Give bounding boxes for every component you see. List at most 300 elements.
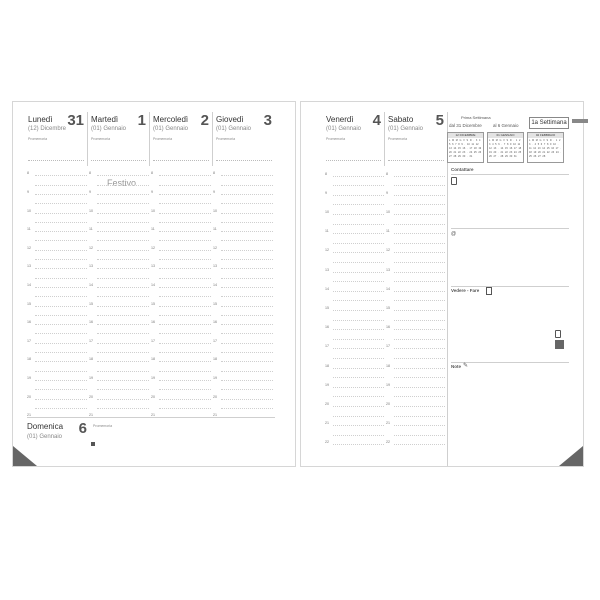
hour-line (97, 287, 149, 288)
mini-calendar-january (487, 132, 524, 163)
promemoria-label: Promemoria (93, 424, 113, 428)
hour-line (333, 339, 384, 340)
hour-number: 13 (27, 264, 31, 269)
hour-number: 20 (151, 394, 155, 399)
hour-line (333, 300, 384, 301)
hour-line (159, 287, 211, 288)
day-subtitle: (12) Dicembre (28, 126, 67, 132)
hour-line (333, 176, 384, 177)
hour-line (35, 185, 87, 186)
hour-line (35, 343, 87, 344)
hour-number: 15 (89, 301, 93, 306)
hour-line (97, 352, 149, 353)
hour-number: 18 (89, 357, 93, 362)
hour-number: 8 (27, 171, 29, 176)
hour-line (159, 324, 211, 325)
hour-line (35, 408, 87, 409)
hour-number: 15 (27, 301, 31, 306)
day-name: Martedì (91, 115, 119, 124)
hour-line (97, 194, 149, 195)
hour-line (394, 300, 445, 301)
hour-line (394, 214, 445, 215)
hour-number: 13 (89, 264, 93, 269)
hour-line (333, 291, 384, 292)
day-subtitle: (01) Gennaio (153, 126, 189, 132)
hour-line (221, 324, 273, 325)
hour-number: 11 (213, 227, 217, 232)
day-subtitle: (01) Gennaio (326, 126, 362, 132)
hour-line (333, 425, 384, 426)
right-hour-grid (325, 168, 447, 458)
promemoria-line (388, 160, 444, 161)
hour-line (394, 291, 445, 292)
day-friday (323, 112, 385, 166)
hour-number: 22 (386, 440, 390, 445)
hour-number: 22 (325, 440, 329, 445)
right-page (300, 101, 584, 467)
promemoria-line (153, 160, 209, 161)
hour-line (159, 399, 211, 400)
hour-line (35, 287, 87, 288)
hour-line (221, 213, 273, 214)
hour-line (394, 243, 445, 244)
hour-line (394, 176, 445, 177)
hour-line (394, 368, 445, 369)
hour-line (159, 259, 211, 260)
hour-number: 15 (325, 306, 329, 310)
hour-line (333, 416, 384, 417)
hour-line (159, 408, 211, 409)
page-tab-marker (572, 119, 588, 123)
hour-line (333, 214, 384, 215)
vedere-fare-title: Vedere - Fare (451, 288, 480, 293)
hour-number: 21 (151, 413, 155, 418)
hour-line (35, 231, 87, 232)
hour-line (394, 358, 445, 359)
hour-line (97, 333, 149, 334)
hour-number: 19 (27, 375, 31, 380)
hour-line (221, 185, 273, 186)
hour-line (159, 306, 211, 307)
day-subtitle: (01) Gennaio (216, 126, 252, 132)
phone-icon (451, 177, 457, 185)
day-monday (25, 112, 88, 166)
hour-line (35, 268, 87, 269)
day-name: Venerdì (326, 115, 354, 124)
day-name: Giovedì (216, 115, 244, 124)
hour-number: 8 (325, 171, 327, 176)
hour-line (221, 389, 273, 390)
hour-line (333, 262, 384, 263)
hour-line (221, 222, 273, 223)
hour-line (97, 278, 149, 279)
hour-number: 17 (151, 338, 155, 343)
hour-line (221, 333, 273, 334)
hour-line (333, 444, 384, 445)
hour-number: 19 (213, 375, 217, 380)
hour-number: 11 (151, 227, 155, 232)
hour-line (221, 231, 273, 232)
hour-line (333, 396, 384, 397)
hour-line (159, 352, 211, 353)
hour-line (221, 278, 273, 279)
hour-number: 17 (213, 338, 217, 343)
hour-line (333, 204, 384, 205)
panel-divider (447, 166, 448, 466)
hour-number: 11 (89, 227, 93, 232)
hour-line (221, 287, 273, 288)
mini-calendar-february (527, 132, 564, 163)
hour-line (394, 320, 445, 321)
hour-line (221, 194, 273, 195)
hour-number: 18 (27, 357, 31, 362)
hour-line (35, 389, 87, 390)
hour-line (97, 324, 149, 325)
hour-line (35, 213, 87, 214)
hour-number: 14 (27, 282, 31, 287)
qr-icon (555, 340, 564, 349)
hour-number: 21 (27, 413, 31, 418)
hour-number: 16 (213, 320, 217, 325)
day-tuesday (88, 112, 150, 166)
hour-line (159, 380, 211, 381)
hour-line (35, 315, 87, 316)
promemoria-label: Promemoria (326, 137, 346, 141)
hour-line (394, 252, 445, 253)
hour-line (333, 281, 384, 282)
hour-line (35, 194, 87, 195)
day-number: 4 (372, 112, 381, 129)
hour-line (221, 361, 273, 362)
hour-number: 19 (89, 375, 93, 380)
hour-line (159, 231, 211, 232)
hour-number: 9 (27, 189, 29, 194)
hour-number: 19 (151, 375, 155, 380)
hour-number: 16 (89, 320, 93, 325)
hour-line (35, 296, 87, 297)
week-range-start: dal 31 Dicembre (449, 123, 482, 128)
hour-number: 13 (386, 267, 390, 272)
hour-number: 10 (151, 208, 155, 213)
hour-line (333, 243, 384, 244)
day-thursday (213, 112, 275, 166)
hour-line (394, 416, 445, 417)
hour-line (97, 389, 149, 390)
hour-line (394, 195, 445, 196)
hour-line (221, 268, 273, 269)
hour-line (221, 315, 273, 316)
hour-number: 15 (213, 301, 217, 306)
hour-number: 15 (386, 306, 390, 310)
hour-line (394, 377, 445, 378)
hour-number: 18 (213, 357, 217, 362)
hour-number: 20 (386, 402, 390, 406)
hour-number: 16 (325, 325, 329, 330)
day-name: Domenica (27, 422, 64, 431)
hour-line (97, 306, 149, 307)
hour-number: 10 (89, 208, 93, 213)
hour-line (221, 380, 273, 381)
hour-number: 12 (325, 248, 329, 253)
hour-line (333, 310, 384, 311)
hour-line (394, 329, 445, 330)
square-marker-icon (91, 442, 95, 446)
mobile-icon (555, 330, 561, 338)
hour-line (35, 175, 87, 176)
day-saturday (385, 112, 448, 166)
promemoria-line (326, 160, 381, 161)
hour-number: 15 (151, 301, 155, 306)
hour-number: 18 (386, 363, 390, 368)
hour-number: 10 (325, 210, 329, 214)
hour-line (35, 278, 87, 279)
hour-number: 17 (89, 338, 93, 343)
mini-calendar-days: L M M G V S D · 1 2 3 · 4 5 6 7 8 9 10 · 11 12 13 14 15 16 17 · 18 19 20 21 22 23 24 · 25 26 27 28 (529, 139, 562, 158)
hour-number: 9 (213, 189, 215, 194)
hour-line (159, 268, 211, 269)
hour-number: 10 (27, 208, 31, 213)
hour-line (35, 324, 87, 325)
hour-line (159, 213, 211, 214)
hour-line (159, 315, 211, 316)
day-number: 31 (67, 112, 84, 129)
contattare-title: Contattare (451, 167, 474, 172)
hour-number: 8 (151, 171, 153, 176)
email-line (451, 228, 569, 229)
hour-line (97, 408, 149, 409)
hour-line (35, 399, 87, 400)
hour-line (35, 250, 87, 251)
hour-number: 12 (151, 245, 155, 250)
hour-line (394, 435, 445, 436)
hour-line (333, 195, 384, 196)
hour-line (35, 352, 87, 353)
contattare-line (451, 174, 569, 175)
note-line (451, 362, 569, 363)
promemoria-line (28, 160, 84, 161)
hour-line (394, 204, 445, 205)
vedere-line (451, 286, 569, 287)
hour-line (97, 185, 149, 186)
hour-number: 13 (325, 267, 329, 272)
hour-line (97, 399, 149, 400)
hour-number: 17 (325, 344, 329, 349)
hour-line (333, 233, 384, 234)
left-hour-grid (27, 168, 275, 418)
hour-number: 21 (213, 413, 217, 418)
hour-number: 17 (386, 344, 390, 349)
hour-line (35, 361, 87, 362)
hour-number: 18 (151, 357, 155, 362)
hour-line (97, 343, 149, 344)
hour-line (97, 250, 149, 251)
hour-line (333, 272, 384, 273)
hour-line (221, 399, 273, 400)
week-badge: 1a Settimana (529, 117, 569, 129)
day-number: 6 (78, 420, 87, 437)
hour-line (221, 175, 273, 176)
hour-line (35, 380, 87, 381)
hour-line (97, 231, 149, 232)
hour-number: 9 (386, 190, 388, 195)
mini-calendar-days: L M M G V S D · 3 4 5 6 7 8 9 · 10 11 12 13 14 15 16 · 17 18 19 20 21 22 23 · 24 25 26 27 28 29 30 · 31 (449, 139, 482, 158)
day-subtitle: (01) Gennaio (388, 126, 424, 132)
left-page (12, 101, 296, 467)
hour-line (97, 268, 149, 269)
day-name: Sabato (388, 115, 414, 124)
hour-line (97, 175, 149, 176)
hour-line (221, 296, 273, 297)
hour-number: 10 (213, 208, 217, 213)
hour-number: 12 (213, 245, 217, 250)
hour-line (35, 371, 87, 372)
pencil-icon: ✎ (463, 363, 469, 369)
hour-line (35, 333, 87, 334)
hour-line (394, 387, 445, 388)
hour-line (221, 240, 273, 241)
mini-calendar-december (447, 132, 484, 163)
day-number: 1 (137, 112, 146, 129)
mini-calendar-title: 01 GENNAIO (488, 133, 523, 138)
hour-line (221, 259, 273, 260)
hour-number: 21 (89, 413, 93, 418)
hour-line (159, 278, 211, 279)
promemoria-label: Promemoria (153, 137, 173, 141)
week-range-end: al 6 Gennaio (493, 123, 519, 128)
hour-line (333, 358, 384, 359)
corner-left-decoration (13, 446, 37, 466)
hour-line (159, 389, 211, 390)
hour-number: 14 (151, 282, 155, 287)
hour-number: 8 (89, 171, 91, 176)
hour-line (221, 343, 273, 344)
hour-number: 8 (386, 171, 388, 176)
hour-line (394, 224, 445, 225)
hour-number: 9 (151, 189, 153, 194)
hour-number: 16 (27, 320, 31, 325)
hour-line (394, 281, 445, 282)
hour-line (97, 361, 149, 362)
hour-line (333, 185, 384, 186)
day-number: 2 (200, 112, 209, 129)
festivo-label: Festivo (107, 178, 137, 188)
day-name: Lunedì (28, 115, 53, 124)
hour-line (97, 203, 149, 204)
hour-number: 20 (89, 394, 93, 399)
promemoria-label: Promemoria (216, 137, 236, 141)
hour-line (394, 444, 445, 445)
sunday-divider (27, 417, 275, 418)
hour-line (97, 315, 149, 316)
promemoria-line (216, 160, 272, 161)
hour-number: 12 (386, 248, 390, 253)
hour-line (221, 306, 273, 307)
hour-line (394, 233, 445, 234)
day-number: 5 (435, 112, 444, 129)
hour-line (159, 194, 211, 195)
hour-line (159, 361, 211, 362)
hour-line (97, 380, 149, 381)
hour-number: 8 (213, 171, 215, 176)
hour-line (221, 371, 273, 372)
corner-right-decoration (559, 446, 583, 466)
hour-number: 14 (213, 282, 217, 287)
hour-line (159, 203, 211, 204)
hour-line (333, 252, 384, 253)
hour-line (394, 425, 445, 426)
hour-number: 12 (27, 245, 31, 250)
hour-line (394, 339, 445, 340)
hour-number: 20 (213, 394, 217, 399)
note-title: Note (451, 364, 461, 369)
day-number: 3 (263, 112, 272, 129)
hour-number: 9 (89, 189, 91, 194)
hour-line (333, 320, 384, 321)
hour-number: 10 (386, 210, 390, 214)
day-subtitle: (01) Gennaio (91, 126, 127, 132)
day-subtitle: (01) Gennaio (27, 434, 63, 440)
hour-line (159, 333, 211, 334)
hour-line (333, 406, 384, 407)
hour-line (221, 250, 273, 251)
promemoria-line (91, 160, 146, 161)
hour-line (394, 406, 445, 407)
hour-number: 9 (325, 190, 327, 195)
hour-line (221, 203, 273, 204)
promemoria-label: Promemoria (28, 137, 48, 141)
hour-number: 16 (386, 325, 390, 330)
hour-number: 19 (325, 382, 329, 387)
mini-calendar-title: 02 FEBBRAIO (528, 133, 563, 138)
hour-line (221, 408, 273, 409)
hour-line (394, 262, 445, 263)
hour-number: 21 (325, 421, 329, 426)
hour-line (394, 272, 445, 273)
day-wednesday (150, 112, 213, 166)
hour-line (35, 240, 87, 241)
hour-line (97, 222, 149, 223)
hour-number: 11 (27, 227, 31, 232)
hour-line (333, 368, 384, 369)
hour-number: 18 (325, 363, 329, 368)
hour-line (333, 224, 384, 225)
hour-line (159, 343, 211, 344)
hour-number: 13 (151, 264, 155, 269)
hour-line (333, 329, 384, 330)
hour-line (333, 387, 384, 388)
hour-number: 14 (386, 286, 390, 291)
hour-line (35, 259, 87, 260)
mini-calendar-title: 12 DICEMBRE (448, 133, 483, 138)
at-icon: @ (451, 231, 457, 237)
hour-line (394, 348, 445, 349)
hour-line (221, 352, 273, 353)
hour-line (97, 213, 149, 214)
hour-line (333, 348, 384, 349)
hour-line (97, 371, 149, 372)
hour-line (159, 240, 211, 241)
hour-number: 14 (89, 282, 93, 287)
hour-number: 11 (386, 229, 390, 234)
mini-calendar-days: L M M G V S D · 1 2 3 4 5 6 · 7 8 9 10 11 12 13 · 14 15 16 17 18 19 20 · 21 22 23 24 25 26 27 · 28 29 30 31 (489, 139, 522, 158)
hour-line (35, 222, 87, 223)
hour-line (97, 259, 149, 260)
hour-line (97, 296, 149, 297)
hour-line (159, 175, 211, 176)
hour-number: 12 (89, 245, 93, 250)
hour-number: 19 (386, 382, 390, 387)
hour-number: 21 (386, 421, 390, 426)
